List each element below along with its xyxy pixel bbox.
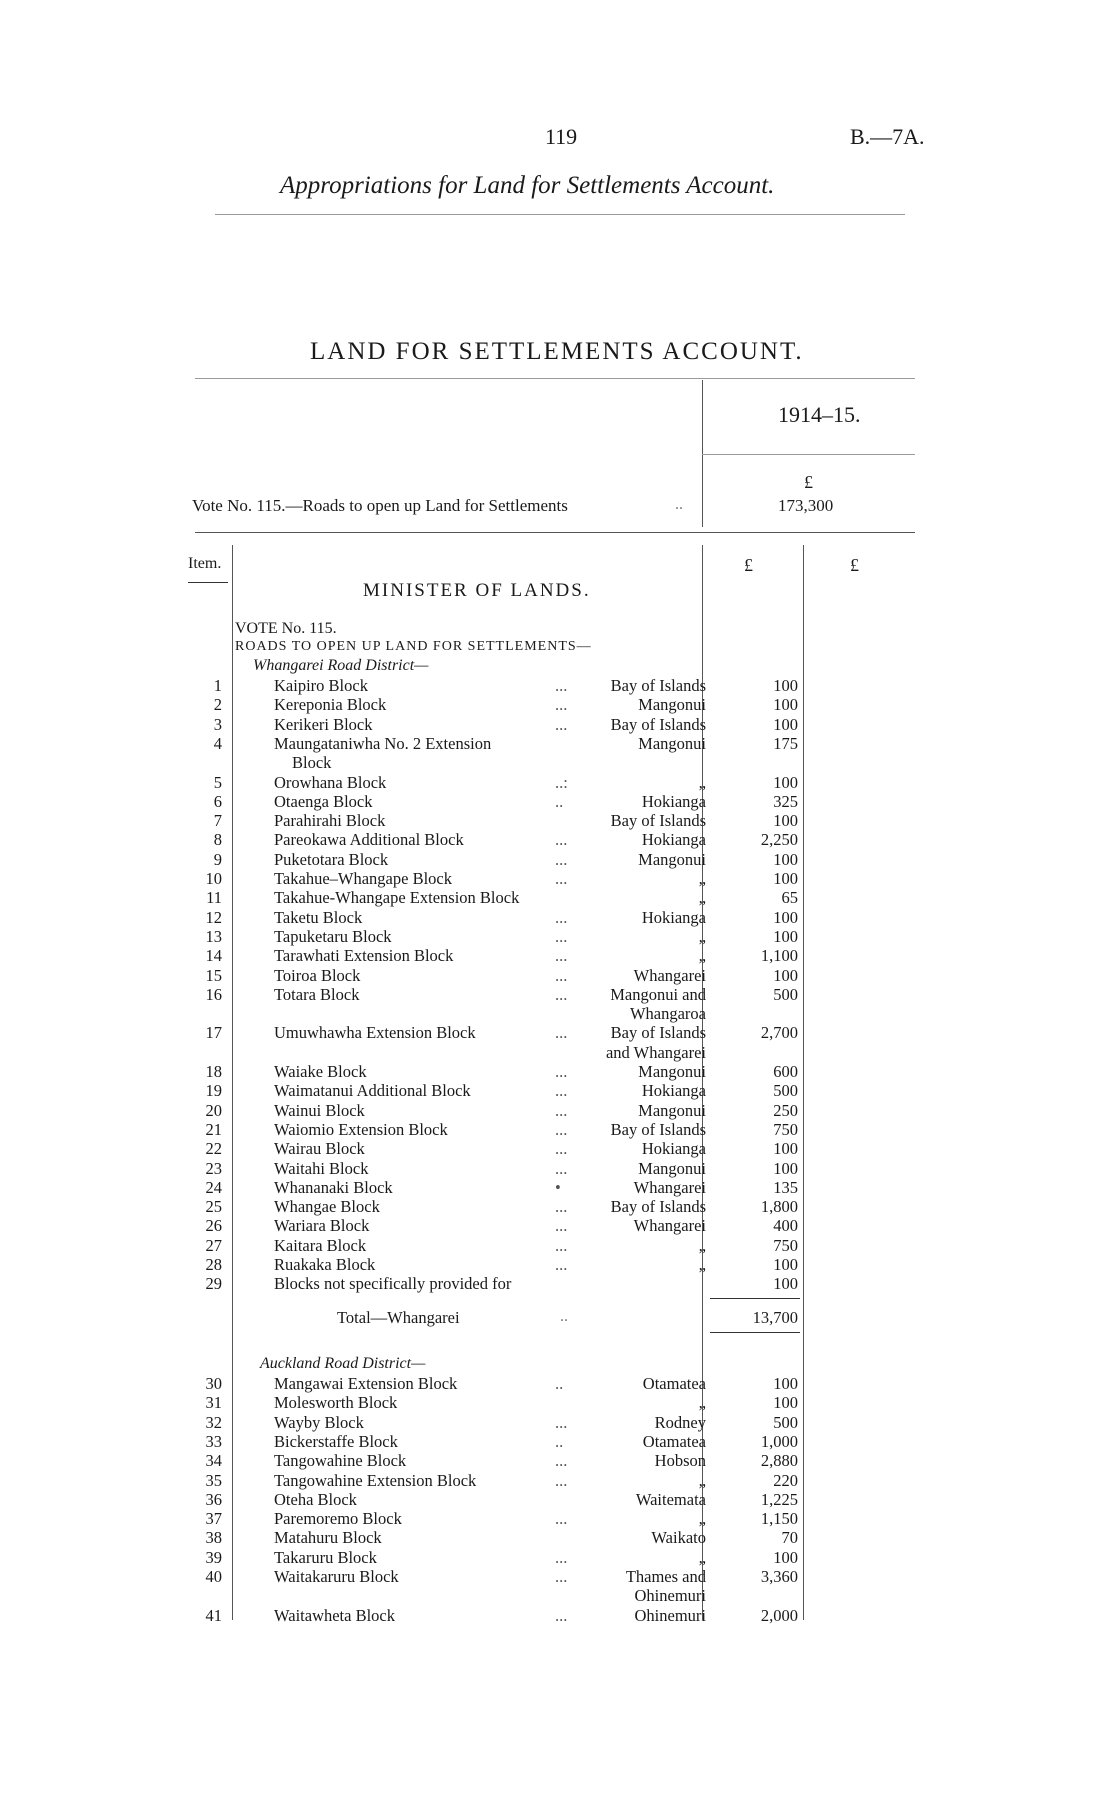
table-row [0,1413,1114,1432]
location: „ [698,946,706,966]
table-row [0,1374,1114,1393]
block-name: Molesworth Block [274,1393,398,1413]
item-number: 3 [213,714,222,734]
document-reference: B.—7A. [850,124,925,149]
item-number: 37 [205,1509,222,1529]
table-row [0,773,1114,792]
leader-dots: ... [555,1197,568,1217]
table-row [0,1528,1114,1547]
whangarei-total-amount: 13,700 [752,1308,798,1327]
table-row [0,1471,1114,1490]
amount: 100 [773,676,798,695]
amount: 3,360 [760,1567,798,1586]
amount: 100 [773,849,798,869]
table-row [0,985,1114,1004]
leader-dots: ... [555,907,568,927]
vote-summary-dots: .. [675,496,683,513]
block-name: Maungataniwha No. 2 Extension [274,733,492,753]
leader-dots: ... [555,830,568,850]
leader-dots: ... [555,676,568,695]
leader-dots: ... [555,1158,568,1178]
leader-dots: ... [555,1100,568,1120]
location: Hokianga [641,791,706,811]
item-number: 27 [205,1235,222,1255]
table-row [0,676,1114,695]
amount: 1,150 [760,1509,798,1529]
amount: 100 [773,1158,798,1178]
table-row [0,1081,1114,1100]
block-name: Wainui Block [274,1100,365,1120]
whangarei-total-label: Total—Whangarei [337,1308,460,1327]
table-row [0,1509,1114,1528]
leader-dots: ... [555,965,568,985]
item-number: 14 [205,946,222,966]
leader-dots: ... [555,1509,568,1529]
table-row [0,946,1114,965]
amount: 70 [781,1528,798,1548]
table-row [0,1159,1114,1178]
location: Mangonui [638,733,706,753]
item-number: 41 [205,1605,222,1625]
amount: 175 [773,733,798,753]
table-row [0,869,1114,888]
table-row [0,1197,1114,1216]
amount: 100 [773,907,798,927]
location: „ [698,1470,706,1490]
table-row [0,695,1114,714]
item-number: 31 [205,1393,222,1413]
leader-dots: ... [555,1139,568,1159]
total-rule-bottom [710,1332,800,1333]
location: Mangonui [638,1100,706,1120]
summary-divider [195,532,915,533]
location: Mangonui and [610,984,706,1004]
item-number: 36 [205,1489,222,1509]
table-row [0,1255,1114,1274]
amount: 325 [773,791,798,811]
amount: 100 [773,926,798,946]
item-number: 7 [213,811,222,831]
location: Mangonui [638,1158,706,1178]
item-number: 16 [205,984,222,1004]
page-number: 119 [545,124,578,149]
amount: 100 [773,772,798,792]
block-name: Kerikeri Block [274,714,373,734]
location: Mangonui [638,849,706,869]
table-row [0,1432,1114,1451]
table-row [0,1567,1114,1586]
location: „ [698,888,706,908]
amount: 100 [773,965,798,985]
amount: 100 [773,811,798,831]
location: Hobson [654,1451,706,1471]
amount: 750 [773,1119,798,1139]
page-title: LAND FOR SETTLEMENTS ACCOUNT. [310,338,804,365]
location: Mangonui [638,1062,706,1081]
whangarei-total-dots: .. [560,1308,568,1325]
location: Hokianga [641,1081,706,1101]
amount: 135 [773,1177,798,1197]
location: „ [698,772,706,792]
block-name: Ruakaka Block [274,1255,376,1274]
amount: 500 [773,1412,798,1432]
item-number: 4 [213,733,222,753]
location: Waitemata [635,1489,706,1509]
amount: 2,880 [760,1451,798,1471]
header-divider [215,214,905,215]
leader-dots: ... [555,869,568,888]
leader-dots: ... [555,1470,568,1490]
table-row [0,1393,1114,1412]
item-number: 19 [205,1081,222,1101]
block-name: Matahuru Block [274,1528,382,1548]
location: Thames and [625,1567,706,1586]
block-name: Blocks not specifically provided for [274,1274,512,1294]
item-number: 29 [205,1274,222,1294]
amount: 100 [773,1274,798,1294]
table-row [0,1178,1114,1197]
leader-dots: ... [555,1451,568,1471]
item-number: 11 [206,888,222,908]
location: Bay of Islands [610,1023,706,1043]
block-name: Toiroa Block [274,965,361,985]
location: Ohinemuri [634,1605,706,1625]
amount: 500 [773,984,798,1004]
leader-dots: ... [555,1119,568,1139]
table-row [0,888,1114,907]
minister-heading: MINISTER OF LANDS. [363,580,591,601]
leader-dots: ... [555,984,568,1004]
column1-currency: £ [744,555,753,575]
block-name: Kaipiro Block [274,676,368,695]
block-name: Waitawheta Block [274,1605,396,1625]
leader-dots: .. [555,1374,564,1393]
amount: 100 [773,869,798,888]
table-row [0,1451,1114,1470]
amount: 100 [773,1255,798,1274]
item-number: 23 [205,1158,222,1178]
leader-dots: ... [555,1235,568,1255]
location: Mangonui [638,695,706,715]
item-number: 15 [205,965,222,985]
location: Otamatea [642,1431,706,1451]
block-name: Waitahi Block [274,1158,369,1178]
block-name: Pareokawa Additional Block [274,830,464,850]
location: Bay of Islands [610,811,706,831]
block-name: Tangowahine Block [274,1451,407,1471]
table-row [0,830,1114,849]
item-number: 24 [205,1177,222,1197]
item-number: 39 [205,1547,222,1567]
amount: 600 [773,1062,798,1081]
item-number: 22 [205,1139,222,1159]
item-number: 8 [213,830,222,850]
block-name: Whananaki Block [274,1177,393,1197]
leader-dots: .. [555,791,564,811]
amount: 750 [773,1235,798,1255]
amount: 100 [773,1374,798,1393]
amount: 250 [773,1100,798,1120]
table-row [0,1101,1114,1120]
amount: 100 [773,1139,798,1159]
location: Whangarei [633,965,706,985]
location: Hokianga [641,907,706,927]
amount: 1,225 [760,1489,798,1509]
item-number: 33 [205,1431,222,1451]
amount: 1,100 [760,946,798,966]
item-number: 21 [205,1119,222,1139]
block-name: Puketotara Block [274,849,389,869]
item-number: 10 [205,869,222,888]
item-number: 26 [205,1216,222,1236]
block-name: Tapuketaru Block [274,926,392,946]
location: Whangarei [633,1177,706,1197]
item-header-underline [188,582,228,583]
location: Bay of Islands [610,714,706,734]
location: Rodney [654,1412,706,1432]
leader-dots: ... [555,1081,568,1101]
leader-dots: ..: [555,772,568,792]
block-name: Takahue-Whangape Extension Block [274,888,520,908]
leader-dots: • [555,1177,561,1197]
leader-dots: ... [555,946,568,966]
item-number: 12 [205,907,222,927]
item-number: 28 [205,1255,222,1274]
leader-dots: ... [555,1567,568,1586]
leader-dots: ... [555,926,568,946]
table-row [0,1490,1114,1509]
location: „ [698,926,706,946]
table-row [0,811,1114,830]
item-column-header: Item. [188,555,222,572]
item-number: 13 [205,926,222,946]
block-name: Wayby Block [274,1412,364,1432]
location: Hokianga [641,830,706,850]
item-number: 32 [205,1412,222,1432]
location: „ [698,1509,706,1529]
leader-dots: ... [555,1412,568,1432]
item-number: 2 [213,695,222,715]
block-name: Waimatanui Additional Block [274,1081,471,1101]
year-heading: 1914–15. [778,402,861,427]
leader-dots: .. [555,1431,564,1451]
vote-heading: VOTE No. 115. [235,620,337,637]
location: Otamatea [642,1374,706,1393]
location: „ [698,1235,706,1255]
location: „ [698,1255,706,1274]
block-name: Whangae Block [274,1197,380,1217]
location: Waikato [651,1528,706,1548]
item-number: 35 [205,1470,222,1490]
amount: 100 [773,1393,798,1413]
block-name: Takahue–Whangape Block [274,869,452,888]
location: Bay of Islands [610,676,706,695]
leader-dots: ... [555,1062,568,1081]
amount: 1,800 [760,1197,798,1217]
block-name: Takaruru Block [274,1547,377,1567]
table-row [0,966,1114,985]
amount: 100 [773,695,798,715]
block-name: Tangowahine Extension Block [274,1470,477,1490]
item-number: 38 [205,1528,222,1548]
table-row [0,1120,1114,1139]
table-row [0,1216,1114,1235]
leader-dots: ... [555,1023,568,1043]
block-name: Kereponia Block [274,695,387,715]
table-row [0,1606,1114,1625]
auckland-district-heading: Auckland Road District— [260,1355,426,1372]
leader-dots: ... [555,1255,568,1274]
table-row [0,734,1114,753]
item-number: 17 [205,1023,222,1043]
amount: 1,000 [760,1431,798,1451]
amount: 65 [781,888,798,908]
location: Bay of Islands [610,1197,706,1217]
continuation-text: Ohinemuri [634,1586,706,1606]
table-row [0,850,1114,869]
page-subtitle: Appropriations for Land for Settlements Account. [280,172,775,199]
amount: 2,250 [760,830,798,850]
item-number: 30 [205,1374,222,1393]
block-name: Otaenga Block [274,791,373,811]
total-rule-top [710,1298,800,1299]
leader-dots: ... [555,695,568,715]
amount: 2,700 [760,1023,798,1043]
block-name: Totara Block [274,984,360,1004]
location: „ [698,869,706,888]
vote-summary-amount: 173,300 [778,496,834,515]
leader-dots: ... [555,1547,568,1567]
location: „ [698,1393,706,1413]
amount: 100 [773,714,798,734]
vote-summary-label: Vote No. 115.—Roads to open up Land for Settlements [192,496,568,515]
item-number: 18 [205,1062,222,1081]
block-name: Mangawai Extension Block [274,1374,458,1393]
amount: 220 [773,1470,798,1490]
title-divider [195,378,915,379]
continuation-text: and Whangarei [605,1042,706,1062]
amount: 2,000 [760,1605,798,1625]
amount: 400 [773,1216,798,1236]
block-name: Waiomio Extension Block [274,1119,448,1139]
amount: 500 [773,1081,798,1101]
leader-dots: ... [555,714,568,734]
block-name: Orowhana Block [274,772,387,792]
item-number: 5 [213,772,222,792]
table-row [0,1062,1114,1081]
table-row [0,1023,1114,1042]
amount: 100 [773,1547,798,1567]
item-number: 9 [213,849,222,869]
item-number: 1 [213,676,222,695]
block-name: Waiake Block [274,1062,367,1081]
item-number: 34 [205,1451,222,1471]
roads-heading: ROADS TO OPEN UP LAND FOR SETTLEMENTS— [235,639,592,654]
block-name: Taketu Block [274,907,363,927]
column2-currency: £ [850,555,859,575]
table-row [0,1548,1114,1567]
block-name: Oteha Block [274,1489,357,1509]
block-name: Wairau Block [274,1139,365,1159]
block-name: Tarawhati Extension Block [274,946,454,966]
block-name: Waitakaruru Block [274,1567,399,1586]
location: „ [698,1547,706,1567]
table-row [0,1139,1114,1158]
item-number: 6 [213,791,222,811]
continuation-text: Block [292,753,332,773]
block-name: Kaitara Block [274,1235,367,1255]
leader-dots: ... [555,1605,568,1625]
block-name: Paremoremo Block [274,1509,402,1529]
block-name: Parahirahi Block [274,811,386,831]
table-row [0,1274,1114,1293]
location: Bay of Islands [610,1119,706,1139]
year-underline [702,454,915,455]
continuation-text: Whangaroa [629,1004,706,1024]
table-row [0,908,1114,927]
block-name: Wariara Block [274,1216,370,1236]
leader-dots: ... [555,849,568,869]
location: Hokianga [641,1139,706,1159]
block-name: Bickerstaffe Block [274,1431,398,1451]
whangarei-district-heading: Whangarei Road District— [253,657,429,674]
table-row [0,792,1114,811]
summary-currency: £ [804,472,813,492]
table-row [0,715,1114,734]
item-number: 40 [205,1567,222,1586]
item-number: 20 [205,1100,222,1120]
table-row [0,927,1114,946]
leader-dots: ... [555,1216,568,1236]
block-name: Umuwhawha Extension Block [274,1023,476,1043]
item-number: 25 [205,1197,222,1217]
location: Whangarei [633,1216,706,1236]
table-row [0,1236,1114,1255]
